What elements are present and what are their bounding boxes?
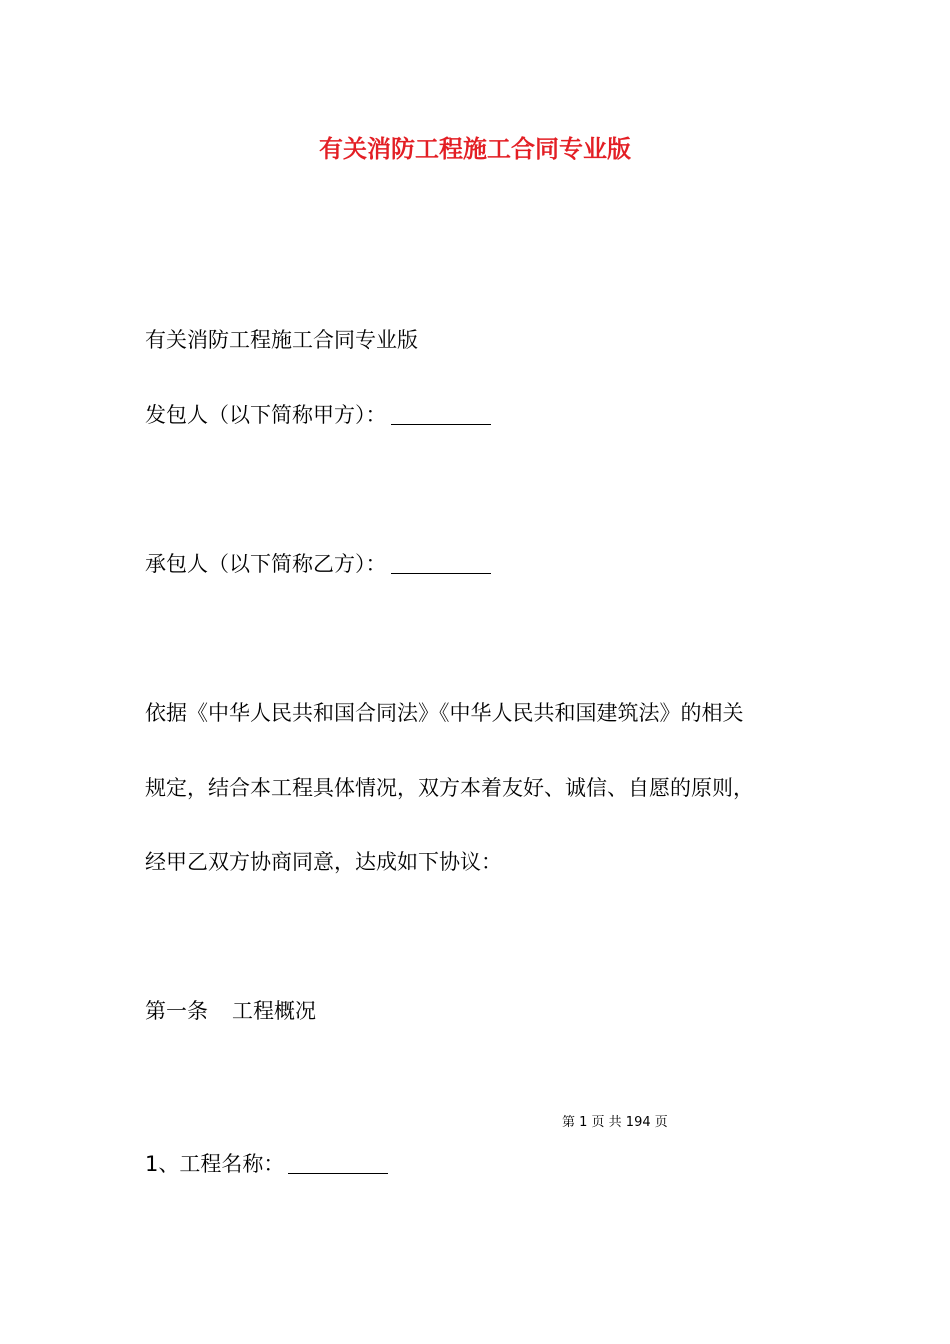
document-subtitle: 有关消防工程施工合同专业版 [145, 328, 418, 352]
item-1-blank [288, 1151, 388, 1174]
item-1-line [145, 1149, 388, 1179]
intro-line-2: 规定，结合本工程具体情况，双方本着友好、诚信、自愿的原则， [145, 776, 754, 800]
party-a-line [145, 400, 491, 430]
party-b-label: 承包人（以下简称乙方）： [145, 552, 387, 576]
party-a-label: 发包人（以下简称甲方）： [145, 403, 387, 427]
party-a-blank [391, 402, 491, 425]
article-1-heading [145, 996, 316, 1026]
document-title: 有关消防工程施工合同专业版 [319, 135, 631, 163]
article-1-title: 工程概况 [232, 999, 316, 1023]
intro-line-3: 经甲乙双方协商同意，达成如下协议： [145, 850, 502, 874]
item-1-label: 1、工程名称： [145, 1152, 285, 1176]
intro-line-1: 依据《中华人民共和国合同法》《中华人民共和国建筑法》的相关 [145, 701, 744, 725]
page-indicator: 第 1 页 共 194 页 [562, 1115, 668, 1130]
party-b-line [145, 549, 491, 579]
article-1-number: 第一条 [145, 999, 208, 1023]
party-b-blank [391, 551, 491, 574]
